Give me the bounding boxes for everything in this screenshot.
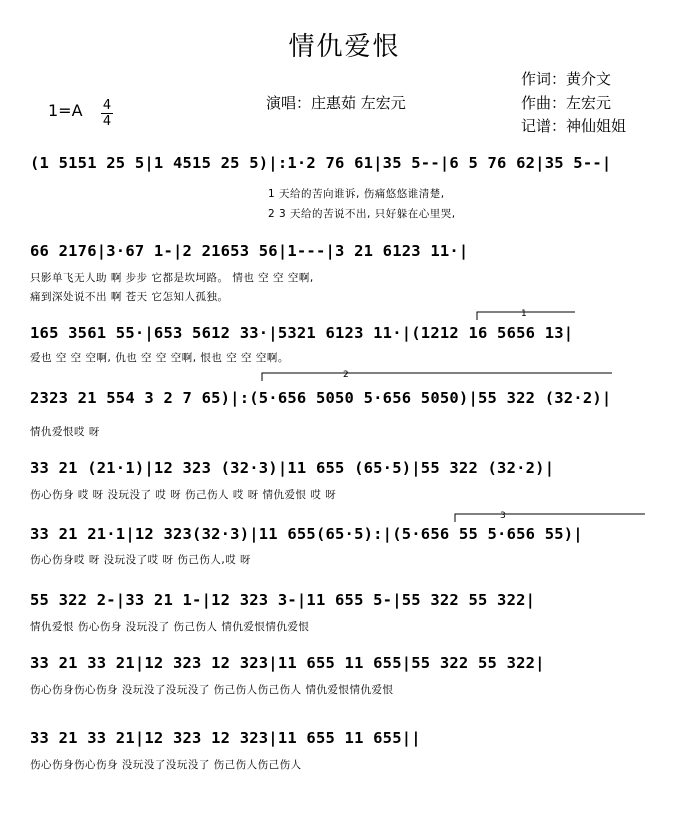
lyric-row-2a: 只影单飞无人助 啊 步步 它都是坎坷路。 情也 空 空 空啊,: [30, 272, 314, 284]
lyric-row-9: 伤心伤身伤心伤身 没玩没了没玩没了 伤己伤人伤己伤人: [30, 759, 302, 771]
lyricist-credit: 作词：黄介文: [521, 70, 612, 88]
lyric-row-8: 伤心伤身伤心伤身 没玩没了没玩没了 伤己伤人伤己伤人 情仇爱恨情仇爱恨: [30, 684, 394, 696]
score-row-2: 66 2176|3·67 1-|2 21653 56|1---|3 21 6123 11·|: [30, 242, 469, 260]
transcriber-credit: 记谱：神仙姐姐: [521, 117, 627, 135]
song-title: 情仇爱恨: [288, 32, 401, 62]
lyric-row-1b: 2 3 天给的苦说不出, 只好躲在心里哭,: [268, 208, 456, 220]
volta-1-label: 1: [521, 309, 527, 319]
score-row-9: 33 21 33 21|12 323 12 323|11 655 11 655||: [30, 729, 421, 747]
lyric-row-4: 情仇爱恨哎 呀: [30, 426, 100, 438]
score-row-3: 165 3561 55·|653 5612 33·|5321 6123 11·|(1212 16 5656 13|: [30, 324, 574, 342]
time-signature-top: 4: [102, 98, 112, 113]
volta-3-label: 3: [500, 511, 506, 521]
lyric-row-7: 情仇爱恨 伤心伤身 没玩没了 伤己伤人 情仇爱恨情仇爱恨: [30, 621, 310, 633]
score-row-1: (1 5151 25 5|1 4515 25 5)|:1·2 76 61|35 5--|6 5 76 62|35 5--|: [30, 154, 612, 172]
time-signature-bottom: 4: [102, 114, 112, 129]
lyric-row-3: 爱也 空 空 空啊, 仇也 空 空 空啊, 恨也 空 空 空啊。: [30, 352, 289, 364]
score-row-6: 33 21 21·1|12 323(32·3)|11 655(65·5):|(5·656 55 5·656 55)|: [30, 525, 583, 543]
lyric-row-6: 伤心伤身哎 呀 没玩没了哎 呀 伤己伤人,哎 呀: [30, 554, 252, 566]
score-row-4: 2323 21 554 3 2 7 65)|:(5·656 5050 5·656 5050)|55 322 (32·2)|: [30, 389, 612, 407]
lyric-row-5: 伤心伤身 哎 呀 没玩没了 哎 呀 伤己伤人 哎 呀 情仇爱恨 哎 呀: [30, 489, 337, 501]
singer-credit: 演唱：庄惠茹 左宏元: [266, 94, 406, 112]
composer-credit: 作曲：左宏元: [521, 94, 612, 112]
lyric-row-2b: 痛到深处说不出 啊 苍天 它怎知人孤独。: [30, 291, 229, 303]
score-row-5: 33 21 (21·1)|12 323 (32·3)|11 655 (65·5)|55 322 (32·2)|: [30, 459, 555, 477]
volta-2-label: 2: [343, 370, 349, 380]
lyric-row-1a: 1 天给的苦向谁诉, 伤痛悠悠谁清楚,: [268, 188, 445, 200]
score-row-7: 55 322 2-|33 21 1-|12 323 3-|11 655 5-|55 322 55 322|: [30, 591, 536, 609]
score-row-8: 33 21 33 21|12 323 12 323|11 655 11 655|55 322 55 322|: [30, 654, 545, 672]
key-signature: 1=A: [48, 101, 83, 120]
